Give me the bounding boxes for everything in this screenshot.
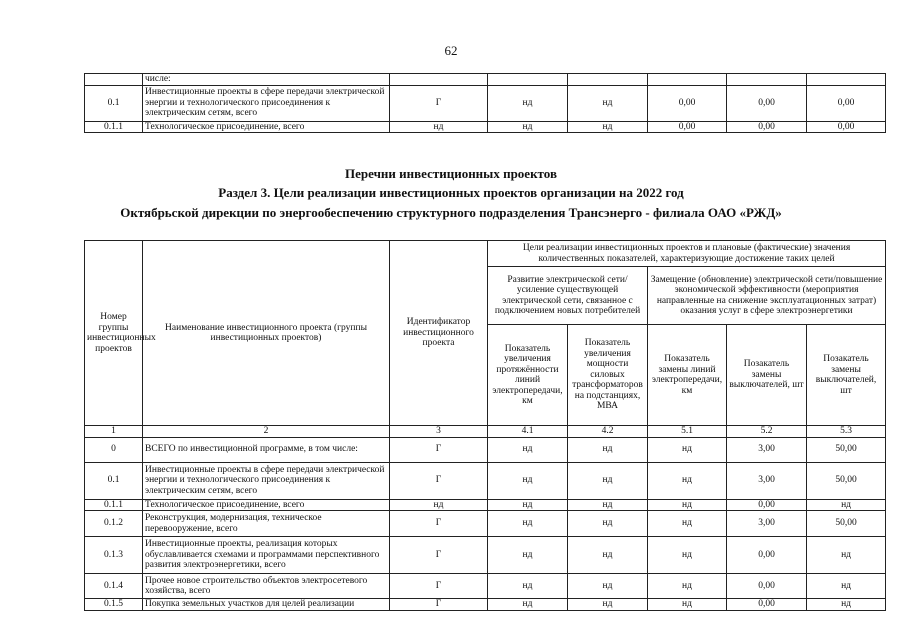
cell-project-name: Реконструкция, модернизация, техническое перевооружение, всего bbox=[143, 511, 390, 537]
cell-value-4-2: нд bbox=[568, 437, 648, 462]
cell-identifier: Г bbox=[390, 462, 488, 499]
cell-value-4-2: нд bbox=[568, 574, 648, 599]
cell-identifier: Г bbox=[390, 599, 488, 611]
document-title: Перечни инвестиционных проектов bbox=[345, 166, 557, 181]
cell-value-5-1 bbox=[648, 74, 727, 86]
cell-project-name: Покупка земельных участков для целей реализации bbox=[143, 599, 390, 611]
cell-value-4-2: нд bbox=[568, 511, 648, 537]
header-goals: Цели реализации инвестиционных проектов и плановые (фактические) значения количественных показателей, характеризующие достижение таких целей bbox=[488, 241, 886, 267]
cell-number: 0.1.5 bbox=[85, 599, 143, 611]
table-row bbox=[85, 437, 886, 462]
cell-identifier: Г bbox=[390, 511, 488, 537]
header-project-name: Наименование инвестиционного проекта (группы инвестиционных проектов) bbox=[143, 241, 390, 426]
cell-number: 0.1 bbox=[85, 462, 143, 499]
table-row bbox=[85, 499, 886, 511]
cell-value-4-1: нд bbox=[488, 499, 568, 511]
cell-value-5-2: 0,00 bbox=[727, 499, 807, 511]
cell-value-5-1: 0,00 bbox=[648, 85, 727, 121]
cell-value-5-3: нд bbox=[807, 574, 886, 599]
cell-number: 0.1.2 bbox=[85, 511, 143, 537]
cell-value-5-3 bbox=[807, 74, 886, 86]
cell-value-4-1: нд bbox=[488, 574, 568, 599]
column-numbers-row bbox=[85, 426, 886, 438]
cell-value-5-1: 0,00 bbox=[648, 121, 727, 133]
table-row bbox=[85, 74, 886, 86]
cell-value-5-2: 0,00 bbox=[727, 537, 807, 574]
cell-value-5-1: нд bbox=[648, 574, 727, 599]
cell-value-5-2: 3,00 bbox=[727, 437, 807, 462]
section-title: Раздел 3. Цели реализации инвестиционных проектов организации на 2022 год bbox=[218, 185, 684, 200]
col-number: 5.1 bbox=[648, 426, 727, 438]
header-development: Развитие электрической сети/усиление существующей электрической сети, связанное с подключением новых потребителей bbox=[488, 267, 648, 325]
cell-identifier bbox=[390, 74, 488, 86]
cell-value-5-2: 0,00 bbox=[727, 121, 807, 133]
cell-value-5-2: 3,00 bbox=[727, 511, 807, 537]
cell-identifier: нд bbox=[390, 499, 488, 511]
cell-value-5-1: нд bbox=[648, 537, 727, 574]
cell-value-5-3: нд bbox=[807, 599, 886, 611]
cell-value-5-1: нд bbox=[648, 437, 727, 462]
cell-number: 0.1.1 bbox=[85, 499, 143, 511]
cell-value-4-1: нд bbox=[488, 85, 568, 121]
header-group-number: Номер группы инвестиционных проектов bbox=[85, 241, 143, 426]
cell-number: 0.1.3 bbox=[85, 537, 143, 574]
cell-value-5-1: нд bbox=[648, 599, 727, 611]
cell-value-4-2: нд bbox=[568, 85, 648, 121]
col-number: 2 bbox=[143, 426, 390, 438]
header-col-5-3: Позакатель замены выключателей, шт bbox=[807, 325, 886, 426]
cell-value-5-3: нд bbox=[807, 537, 886, 574]
table-row bbox=[85, 462, 886, 499]
cell-project-name: Инвестиционные проекты в сфере передачи электрической энергии и технологического присоединения к электрическим сетям, всего bbox=[143, 85, 390, 121]
cell-project-name: Инвестиционные проекты, реализация которых обуславливается схемами и программами перспективного развития электроэнергетики, всего bbox=[143, 537, 390, 574]
cell-project-name: числе: bbox=[143, 74, 390, 86]
cell-value-5-2 bbox=[727, 74, 807, 86]
cell-project-name: Технологическое присоединение, всего bbox=[143, 121, 390, 133]
header-identifier: Идентификатор инвестиционного проекта bbox=[390, 241, 488, 426]
cell-value-4-1: нд bbox=[488, 462, 568, 499]
cell-number: 0.1.4 bbox=[85, 574, 143, 599]
cell-value-5-1: нд bbox=[648, 462, 727, 499]
cell-value-4-1 bbox=[488, 74, 568, 86]
cell-value-5-1: нд bbox=[648, 511, 727, 537]
header-col-4-1: Показатель увеличения протяжённости линий электропередачи, км bbox=[488, 325, 568, 426]
cell-value-5-3: 50,00 bbox=[807, 462, 886, 499]
table-row bbox=[85, 599, 886, 611]
header-col-5-2: Позакатель замены выключателей, шт bbox=[727, 325, 807, 426]
cell-value-5-3: 50,00 bbox=[807, 437, 886, 462]
cell-value-5-2: 0,00 bbox=[727, 85, 807, 121]
header-col-5-1: Показатель замены линий электропередачи, км bbox=[648, 325, 727, 426]
cell-identifier: Г bbox=[390, 537, 488, 574]
investment-goals-table bbox=[84, 240, 886, 611]
cell-value-5-3: 0,00 bbox=[807, 85, 886, 121]
cell-value-4-2: нд bbox=[568, 599, 648, 611]
cell-project-name: Технологическое присоединение, всего bbox=[143, 499, 390, 511]
cell-number: 0.1 bbox=[85, 85, 143, 121]
cell-identifier: Г bbox=[390, 85, 488, 121]
col-number: 4.1 bbox=[488, 426, 568, 438]
cell-number bbox=[85, 74, 143, 86]
cell-value-5-1: нд bbox=[648, 499, 727, 511]
cell-project-name: ВСЕГО по инвестиционной программе, в том числе: bbox=[143, 437, 390, 462]
col-number: 5.3 bbox=[807, 426, 886, 438]
cell-value-4-2: нд bbox=[568, 121, 648, 133]
cell-value-4-1: нд bbox=[488, 437, 568, 462]
cell-value-5-2: 0,00 bbox=[727, 574, 807, 599]
continued-table bbox=[84, 73, 886, 133]
cell-value-5-2: 0,00 bbox=[727, 599, 807, 611]
col-number: 1 bbox=[85, 426, 143, 438]
cell-value-4-1: нд bbox=[488, 537, 568, 574]
table-row bbox=[85, 85, 886, 121]
cell-value-5-3: 0,00 bbox=[807, 121, 886, 133]
cell-value-5-3: нд bbox=[807, 499, 886, 511]
col-number: 3 bbox=[390, 426, 488, 438]
cell-value-4-2 bbox=[568, 74, 648, 86]
cell-value-4-1: нд bbox=[488, 121, 568, 133]
cell-value-4-2: нд bbox=[568, 537, 648, 574]
cell-number: 0.1.1 bbox=[85, 121, 143, 133]
table-row bbox=[85, 537, 886, 574]
cell-value-4-1: нд bbox=[488, 599, 568, 611]
page-number: 62 bbox=[444, 43, 458, 58]
table-row bbox=[85, 511, 886, 537]
cell-value-5-2: 3,00 bbox=[727, 462, 807, 499]
cell-value-4-1: нд bbox=[488, 511, 568, 537]
cell-project-name: Прочее новое строительство объектов электросетевого хозяйства, всего bbox=[143, 574, 390, 599]
col-number: 4.2 bbox=[568, 426, 648, 438]
cell-project-name: Инвестиционные проекты в сфере передачи электрической энергии и технологического присоединения к электрическим сетям, всего bbox=[143, 462, 390, 499]
cell-identifier: Г bbox=[390, 437, 488, 462]
table-row bbox=[85, 121, 886, 133]
cell-identifier: Г bbox=[390, 574, 488, 599]
cell-value-4-2: нд bbox=[568, 499, 648, 511]
cell-number: 0 bbox=[85, 437, 143, 462]
header-col-4-2: Показатель увеличения мощности силовых трансформаторов на подстанциях, МВА bbox=[568, 325, 648, 426]
organization-title: Октябрьской дирекции по энергообеспечению структурного подразделения Трансэнерго - филиала ОАО «РЖД» bbox=[120, 205, 782, 220]
cell-identifier: нд bbox=[390, 121, 488, 133]
col-number: 5.2 bbox=[727, 426, 807, 438]
table-row bbox=[85, 574, 886, 599]
cell-value-5-3: 50,00 bbox=[807, 511, 886, 537]
header-replacement: Замещение (обновление) электрической сети/повышение экономической эффективности (мероприятия направленные на снижение эксплуатационных затрат) оказания услуг в сфере электроэнергетики bbox=[648, 267, 886, 325]
cell-value-4-2: нд bbox=[568, 462, 648, 499]
